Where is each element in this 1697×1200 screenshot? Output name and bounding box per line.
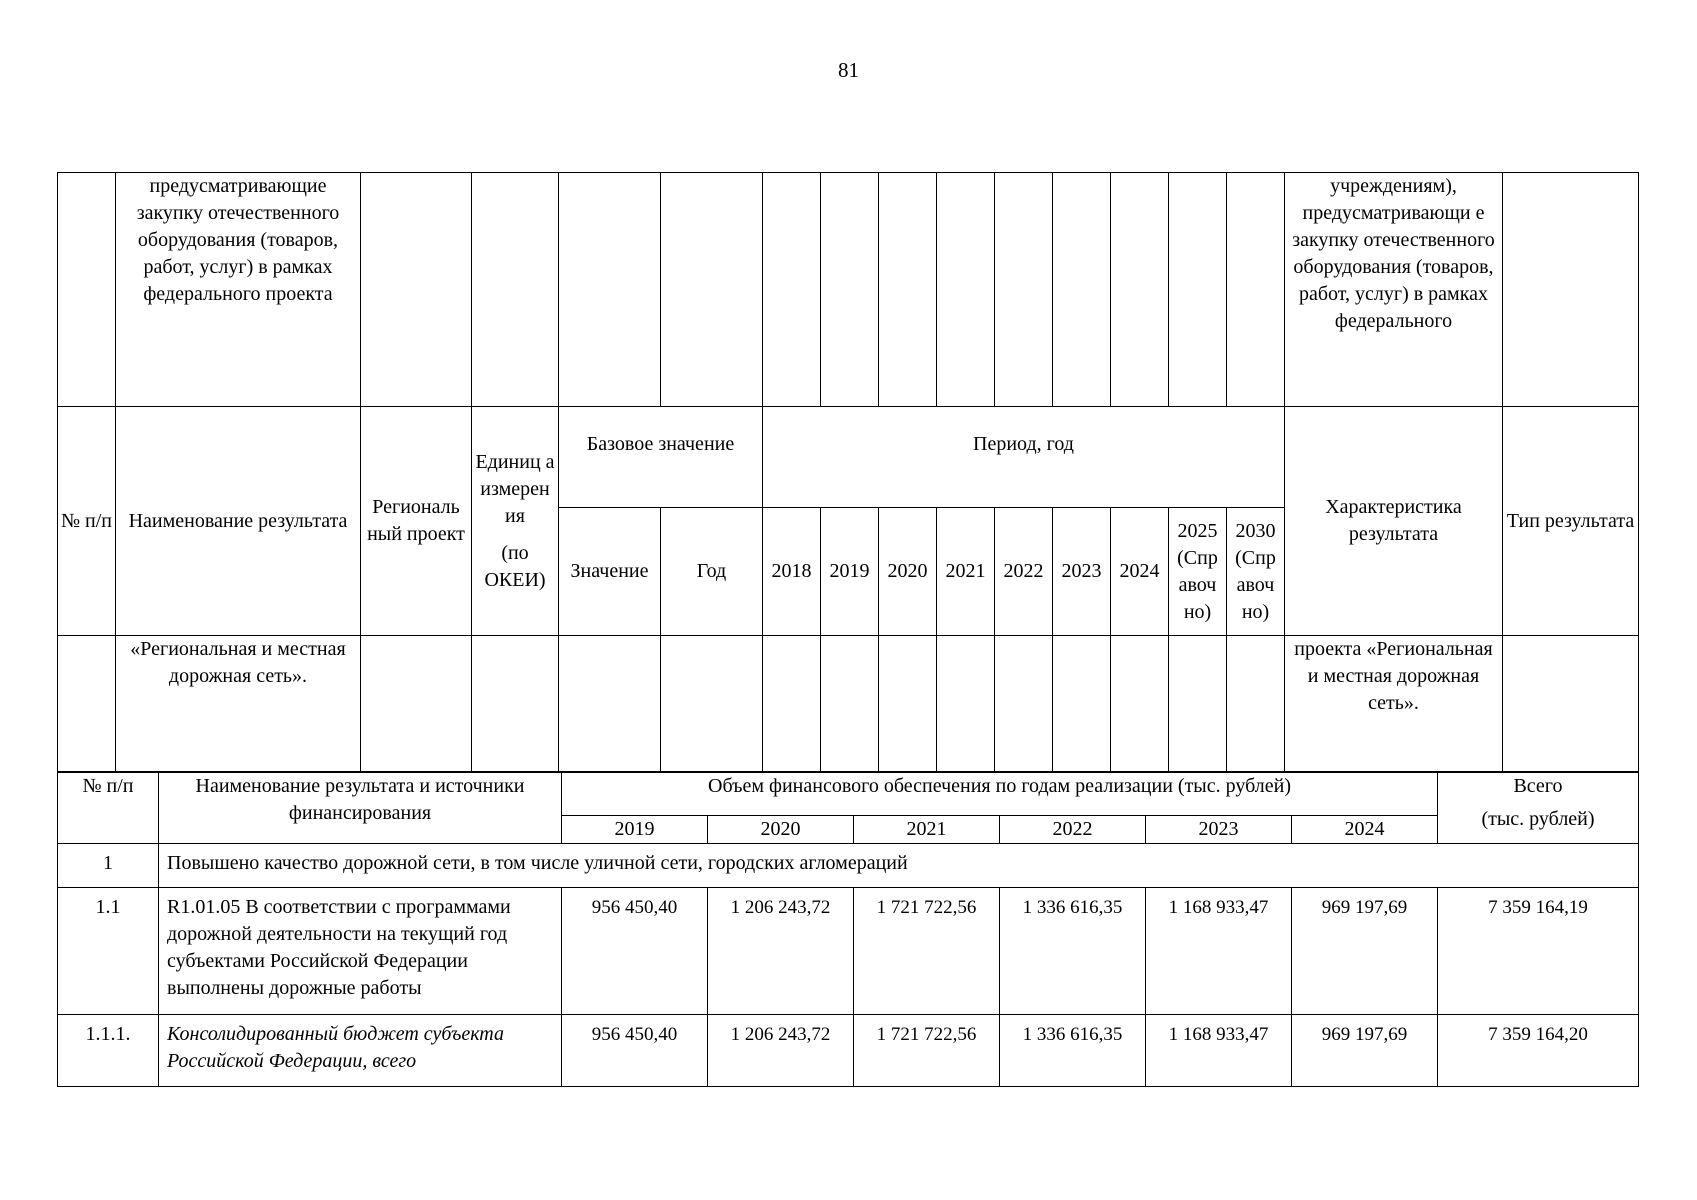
row-value-2020: 1 206 243,72 (708, 1015, 854, 1087)
header-unit: Единиц а измерен ия (по ОКЕИ) (472, 407, 559, 636)
header-year-2022: 2022 (995, 508, 1053, 636)
row-total: 7 359 164,20 (1438, 1015, 1639, 1087)
result-name-continued: предусматривающие закупку отечественного оборудования (товаров, работ, услуг) в рамках федерального проекта (116, 173, 361, 407)
finance-year-2019: 2019 (562, 816, 708, 844)
finance-year-2022: 2022 (1000, 816, 1146, 844)
row-value-2024: 969 197,69 (1292, 1015, 1438, 1087)
section-title: Повышено качество дорожной сети, в том числе уличной сети, городских агломераций (159, 844, 1639, 888)
header-result-name: Наименование результата (116, 407, 361, 636)
header-year-2025-ref: 2025 (Спр авоч но) (1169, 508, 1227, 636)
continued-row-top (58, 173, 1639, 407)
result-name-continued-bottom: «Региональная и местная дорожная сеть». (116, 636, 361, 772)
row-value-2021: 1 721 722,56 (854, 1015, 1000, 1087)
row-num: 1.1 (58, 888, 159, 1015)
header-year-2019: 2019 (821, 508, 879, 636)
header-period: Период, год (763, 407, 1285, 508)
header-characteristic: Характеристика результата (1285, 407, 1503, 636)
row-name: Консолидированный бюджет субъекта Российской Федерации, всего (167, 1023, 504, 1072)
table-row (58, 888, 1639, 1015)
row-value-2022: 1 336 616,35 (1000, 1015, 1146, 1087)
header-year-2020: 2020 (879, 508, 937, 636)
row-value-2021: 1 721 722,56 (854, 888, 1000, 1015)
finance-header-num: № п/п (58, 773, 159, 844)
row-num: 1.1.1. (58, 1015, 159, 1087)
header-type: Тип результата (1503, 407, 1639, 636)
header-year-2024: 2024 (1111, 508, 1169, 636)
row-value-2020: 1 206 243,72 (708, 888, 854, 1015)
finance-year-2020: 2020 (708, 816, 854, 844)
header-year-2018: 2018 (763, 508, 821, 636)
characteristic-continued-bottom: проекта «Региональная и местная дорожная сеть». (1285, 636, 1503, 772)
row-name: R1.01.05 В соответствии с программами дорожной деятельности на текущий год субъектами Российской Федерации выполнены дорожные работы (167, 896, 511, 999)
row-value-2019: 956 450,40 (562, 1015, 708, 1087)
results-table (57, 172, 1639, 772)
finance-header-volume: Объем финансового обеспечения по годам реализации (тыс. рублей) (562, 773, 1438, 816)
header-year-2021: 2021 (937, 508, 995, 636)
finance-header-total: Всего (тыс. рублей) (1438, 773, 1639, 844)
header-year-2023: 2023 (1053, 508, 1111, 636)
table-row (58, 1015, 1639, 1087)
header-value: Значение (559, 508, 661, 636)
continued-row-bottom (58, 636, 1639, 772)
row-total: 7 359 164,19 (1438, 888, 1639, 1015)
section-row (58, 844, 1639, 888)
row-value-2024: 969 197,69 (1292, 888, 1438, 1015)
header-regional-project: Региональ ный проект (361, 407, 472, 636)
header-year-2030-ref: 2030 (Спр авоч но) (1227, 508, 1285, 636)
finance-header-name: Наименование результата и источники финансирования (159, 773, 562, 844)
section-num: 1 (58, 844, 159, 888)
finance-year-2024: 2024 (1292, 816, 1438, 844)
page-number: 81 (838, 58, 859, 82)
header-num: № п/п (58, 407, 116, 636)
row-value-2019: 956 450,40 (562, 888, 708, 1015)
characteristic-continued: учреждениям), предусматривающи е закупку отечественного оборудования (товаров, работ, услуг) в рамках федерального (1292, 175, 1495, 332)
header-base-value: Базовое значение (559, 407, 763, 508)
finance-table (57, 772, 1639, 1087)
header-year: Год (661, 508, 763, 636)
row-value-2023: 1 168 933,47 (1146, 888, 1292, 1015)
row-value-2023: 1 168 933,47 (1146, 1015, 1292, 1087)
finance-year-2021: 2021 (854, 816, 1000, 844)
finance-year-2023: 2023 (1146, 816, 1292, 844)
row-value-2022: 1 336 616,35 (1000, 888, 1146, 1015)
